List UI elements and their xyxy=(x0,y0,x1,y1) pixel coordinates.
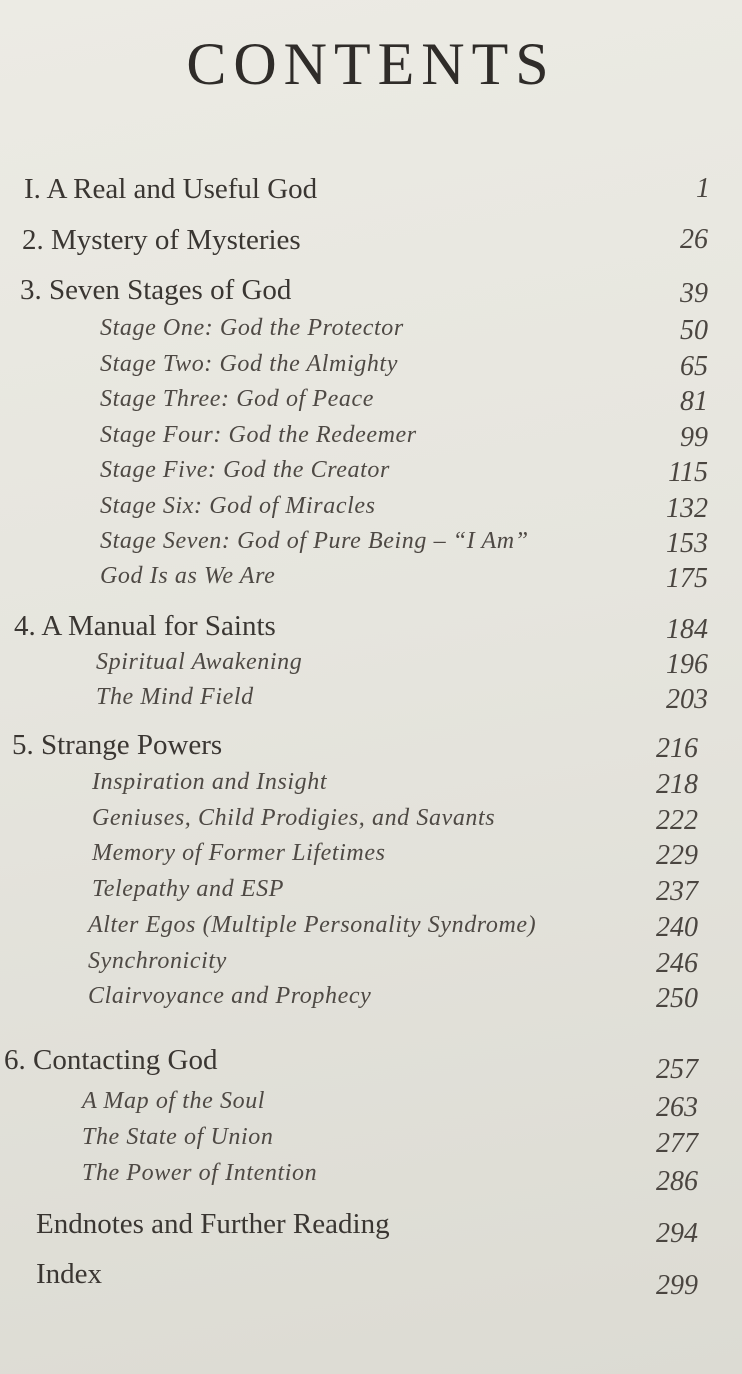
toc-section xyxy=(96,684,708,718)
toc-chapter xyxy=(4,1044,698,1085)
page-number: 1 xyxy=(696,173,710,204)
page-number: 222 xyxy=(656,805,698,836)
toc-chapter xyxy=(12,729,698,763)
chapter-title: I. A Real and Useful God xyxy=(24,173,318,205)
toc-section xyxy=(100,457,708,491)
page-number: 263 xyxy=(656,1092,698,1123)
toc-section xyxy=(82,1088,698,1122)
toc-chapter xyxy=(22,224,708,258)
section-title: Telepathy and ESP xyxy=(92,876,284,902)
chapter-title: 3. Seven Stages of God xyxy=(20,274,292,306)
page-number: 153 xyxy=(666,528,708,559)
toc-section xyxy=(100,315,708,349)
section-title: Stage Four: God the Redeemer xyxy=(100,422,417,448)
section-title: Memory of Former Lifetimes xyxy=(92,840,386,866)
toc-section xyxy=(92,769,698,803)
page-number: 229 xyxy=(656,840,698,871)
page-number: 39 xyxy=(680,278,708,309)
toc-section xyxy=(100,351,708,385)
page-number: 218 xyxy=(656,769,698,800)
toc-back-matter xyxy=(36,1208,698,1249)
page-number: 257 xyxy=(656,1054,698,1085)
toc-section xyxy=(88,948,698,982)
toc-section xyxy=(82,1160,698,1197)
page-number: 299 xyxy=(656,1270,698,1301)
toc-section xyxy=(92,840,698,874)
toc-section xyxy=(96,649,708,683)
page-number: 277 xyxy=(656,1128,698,1159)
page-number: 250 xyxy=(656,983,698,1014)
section-title: Stage Seven: God of Pure Being – “I Am” xyxy=(100,528,529,554)
section-title: Clairvoyance and Prophecy xyxy=(88,983,372,1009)
toc-section xyxy=(100,493,708,527)
section-title: A Map of the Soul xyxy=(82,1088,266,1114)
section-title: Spiritual Awakening xyxy=(96,649,303,675)
page-number: 81 xyxy=(680,386,708,417)
page-number: 99 xyxy=(680,422,708,453)
page-number: 65 xyxy=(680,351,708,382)
page-number: 196 xyxy=(666,649,708,680)
chapter-title: Endnotes and Further Reading xyxy=(36,1208,390,1240)
page-number: 203 xyxy=(666,684,708,715)
toc-section xyxy=(100,528,708,562)
section-title: Geniuses, Child Prodigies, and Savants xyxy=(92,805,496,831)
toc-section xyxy=(92,805,698,839)
toc-section xyxy=(92,876,698,910)
section-title: The Power of Intention xyxy=(82,1160,318,1186)
toc-section xyxy=(88,983,698,1017)
toc-chapter xyxy=(24,173,710,207)
section-title: Stage Five: God the Creator xyxy=(100,457,390,483)
page-number: 26 xyxy=(680,224,708,255)
section-title: Stage One: God the Protector xyxy=(100,315,404,341)
chapter-title: Index xyxy=(36,1258,103,1290)
page-number: 115 xyxy=(668,457,708,488)
section-title: The State of Union xyxy=(82,1124,274,1150)
page-number: 246 xyxy=(656,948,698,979)
chapter-title: 4. A Manual for Saints xyxy=(14,610,276,642)
page-number: 216 xyxy=(656,733,698,764)
toc-section xyxy=(100,386,708,420)
toc-chapter xyxy=(14,610,708,644)
page-number: 175 xyxy=(666,563,708,594)
section-title: The Mind Field xyxy=(96,684,254,710)
toc-section xyxy=(82,1124,698,1158)
section-title: Stage Three: God of Peace xyxy=(100,386,375,412)
section-title: Stage Two: God the Almighty xyxy=(100,351,398,377)
section-title: Synchronicity xyxy=(88,948,227,974)
page-number: 50 xyxy=(680,315,708,346)
section-title: Inspiration and Insight xyxy=(92,769,328,795)
chapter-title: 5. Strange Powers xyxy=(12,729,223,761)
page-number: 237 xyxy=(656,876,698,907)
toc-back-matter xyxy=(36,1258,698,1301)
page-number: 286 xyxy=(656,1166,698,1197)
toc-chapter xyxy=(20,274,708,308)
page-number: 132 xyxy=(666,493,708,524)
toc-section xyxy=(100,563,708,597)
page-title: CONTENTS xyxy=(186,31,556,97)
section-title: Stage Six: God of Miracles xyxy=(100,493,376,519)
section-title: God Is as We Are xyxy=(100,563,276,589)
page-number: 240 xyxy=(656,912,698,943)
page-number: 184 xyxy=(666,614,708,645)
chapter-title: 6. Contacting God xyxy=(4,1044,218,1076)
toc-section xyxy=(100,422,708,456)
toc-section xyxy=(88,912,698,946)
page-number: 294 xyxy=(656,1218,698,1249)
chapter-title: 2. Mystery of Mysteries xyxy=(22,224,301,256)
section-title: Alter Egos (Multiple Personality Syndrome) xyxy=(88,912,537,938)
